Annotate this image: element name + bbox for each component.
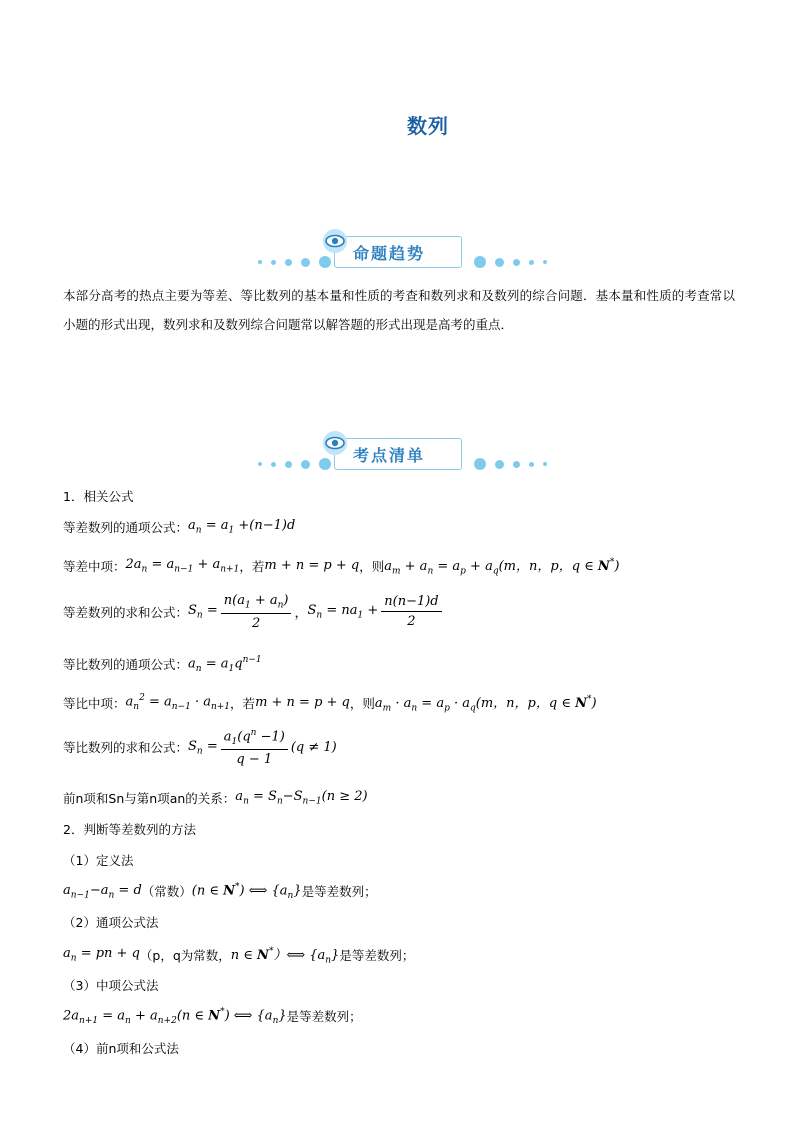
section-heading: 命题趋势	[353, 244, 426, 263]
eye-icon	[322, 430, 348, 456]
sum-term-relation: 前n项和Sn与第n项an的关系： $a_n = S_n-S_{n-1}(n \ge 2)$	[63, 789, 368, 807]
method-middle-term: （3）中项公式法	[63, 978, 159, 993]
heading-judge-arith: 2．判断等差数列的方法	[63, 822, 196, 837]
fraction: $\frac{n(a_1 + a_n)}{2}$	[221, 593, 292, 631]
geo-general-term: 等比数列的通项公式： $a_n = a_1q^{n-1}$	[63, 655, 262, 674]
intro-paragraph: 本部分高考的热点主要为等差、等比数列的基本量和性质的考查和数列求和及数列的综合问题．基本量和性质的考查常以小题的形式出现，数列求和及数列综合问题常以解答题的形式出现是高考的重点．	[63, 288, 735, 332]
banner-dots-right	[474, 458, 547, 470]
definition-formula: $a_{n-1}-a_n = d$ （常数） (n ∈ N*) ⟺ $\{a_n\}$ 是等差数列；	[63, 882, 377, 901]
general-term-formula: $a_n$ = pn + q （p，q为常数， n ∈ N*）⟺ $\{a_n\}$ 是等差数列；	[63, 946, 415, 966]
heading-formulas: 1．相关公式	[63, 489, 134, 504]
page-title: 数列	[407, 114, 449, 138]
geo-middle-term: 等比中项： $a_n^2 = a_{n-1} \cdot a_{n+1}$ ，若 m + n = p + q ，则 $a_m \cdot a_n = a_p \cdot a_q(m$，n，p，q ∈ N*)	[63, 693, 597, 714]
eye-icon	[322, 228, 348, 254]
method-definition: （1）定义法	[63, 853, 134, 868]
section-banner-trend	[0, 228, 794, 278]
arith-general-term: 等差数列的通项公式： $a_n = a_1 +(n-1)d$	[63, 518, 296, 536]
section-badge	[334, 438, 462, 470]
banner-dots-left	[258, 256, 331, 268]
method-partial-sum: （4）前n项和公式法	[63, 1041, 179, 1056]
method-general-term: （2）通项公式法	[63, 915, 159, 930]
banner-dots-left	[258, 458, 331, 470]
section-badge	[334, 236, 462, 268]
section-banner-checklist	[0, 430, 794, 480]
arith-sum-formula: 等差数列的求和公式： $S_n$ = $\frac{n(a_1 + a_n)}{2}$ ， $S_n = na_1$ + $\frac{n(n-1)d}{2}$	[63, 593, 445, 631]
middle-term-formula: $2a_{n+1} = a_n + a_{n+2}(n$ ∈ N*) ⟺ $\{a_n\}$ 是等差数列；	[63, 1007, 362, 1026]
fraction: $\frac{a_1(q^n -1)}{q - 1}$	[221, 728, 288, 767]
banner-dots-right	[474, 256, 547, 268]
section-heading: 考点清单	[353, 446, 426, 465]
formula: $a_n = a_1 +(n-1)d$	[188, 518, 296, 536]
arith-middle-term: 等差中项： $2a_n = a_{n-1} + a_{n+1}$ ，若 m + n = p + q ，则 $a_m + a_n = a_p + a_q(m$，n，p，q ∈ N*)	[63, 557, 620, 577]
fraction: $\frac{n(n-1)d}{2}$	[381, 594, 441, 629]
geo-sum-formula: 等比数列的求和公式： $S_n$ = $\frac{a_1(q^n -1)}{q - 1}$ (q ≠ 1)	[63, 728, 337, 767]
